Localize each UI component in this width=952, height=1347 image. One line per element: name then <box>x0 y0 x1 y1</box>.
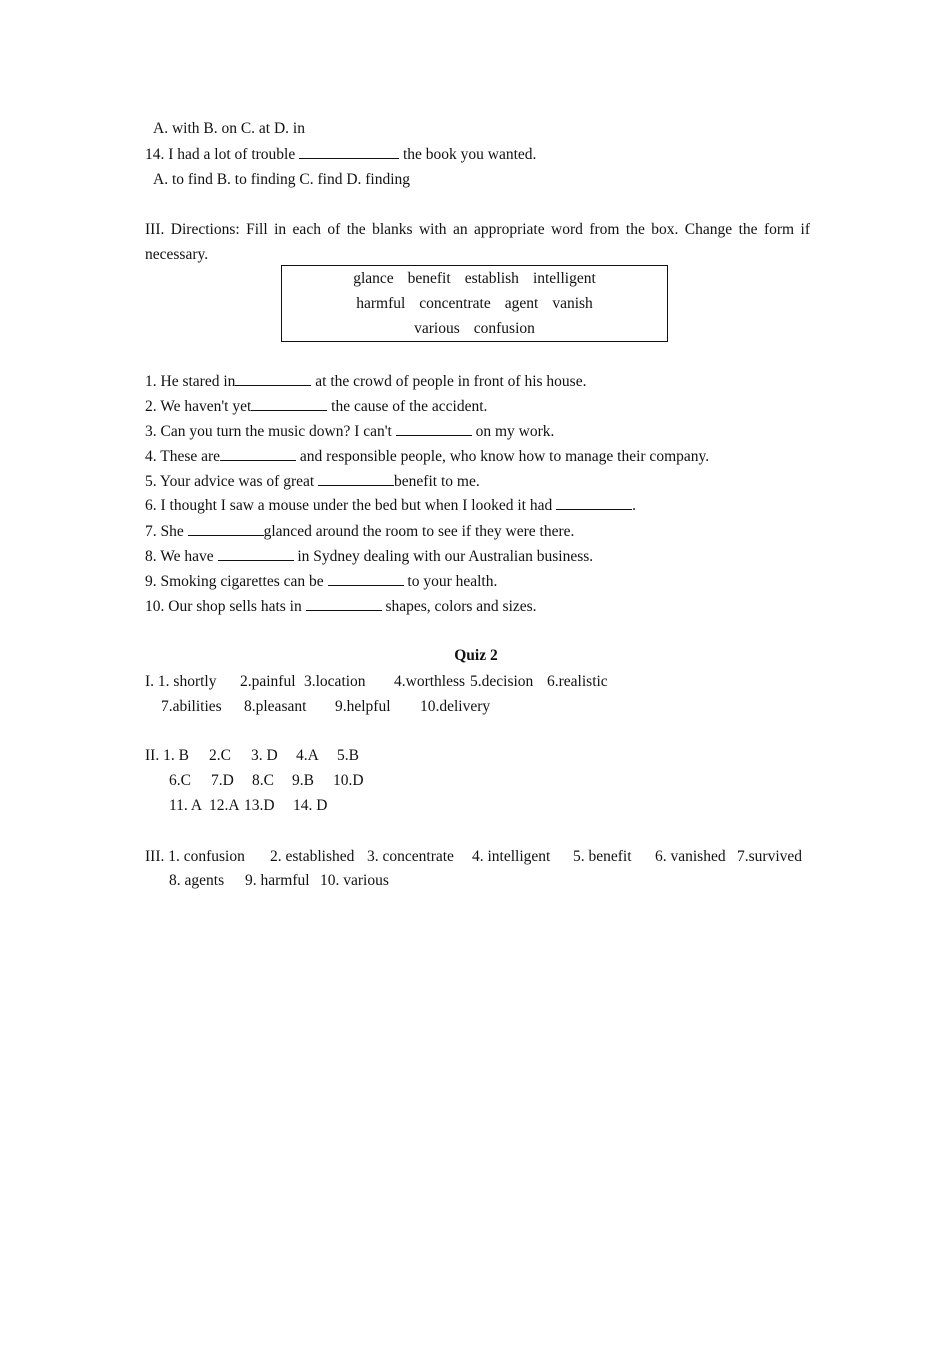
item-blank[interactable] <box>328 570 404 586</box>
word-box-row-2 <box>282 291 667 316</box>
word-box-word: vanish <box>552 295 593 312</box>
item-text-after: on my work. <box>471 423 555 440</box>
answers-part2-line3 <box>169 793 327 818</box>
fill-item-3 <box>145 419 554 444</box>
answer: 8.pleasant <box>244 698 307 715</box>
fill-item-2 <box>145 394 487 419</box>
answer: 12.A <box>209 797 240 814</box>
answer: 10.delivery <box>420 698 491 715</box>
answer: 5.B <box>337 747 359 764</box>
answer: I. 1. shortly <box>145 673 217 690</box>
answer: 2.C <box>209 747 231 764</box>
answer: 8.C <box>252 772 274 789</box>
answer: 10. various <box>320 872 389 889</box>
answer: 3. D <box>251 747 278 764</box>
word-box-word: harmful <box>356 295 406 312</box>
fill-item-1 <box>145 369 586 394</box>
item-blank[interactable] <box>251 395 327 411</box>
word-box-word: establish <box>464 270 519 287</box>
answer: 5.decision <box>470 673 534 690</box>
answers-part2-line1 <box>145 743 359 768</box>
item-text-after: at the crowd of people in front of his house. <box>311 373 587 390</box>
item-text-before: 8. We have <box>145 548 218 565</box>
fill-item-6 <box>145 493 636 518</box>
item-text-before: 7. She <box>145 523 188 540</box>
q14-options: A. to find B. to finding C. find D. finding <box>153 171 411 188</box>
item-blank[interactable] <box>396 420 472 436</box>
fill-item-8 <box>145 544 593 569</box>
item-text-before: 3. Can you turn the music down? I can't <box>145 423 396 440</box>
answer: 4.worthless <box>394 673 466 690</box>
item-text-after: and responsible people, who know how to manage their company. <box>296 448 710 465</box>
word-box-word: concentrate <box>419 295 491 312</box>
answer: 2.painful <box>240 673 296 690</box>
answer: III. 1. confusion <box>145 848 245 865</box>
item-text-after: shapes, colors and sizes. <box>381 598 537 615</box>
answer: 9. harmful <box>245 872 310 889</box>
item-blank[interactable] <box>220 445 296 461</box>
word-box-word: intelligent <box>532 270 596 287</box>
item-text-after: . <box>632 497 636 514</box>
answers-part1-line2 <box>161 694 490 719</box>
answer: 13.D <box>244 797 275 814</box>
answer: 9.B <box>292 772 314 789</box>
answer: 6. vanished <box>655 848 726 865</box>
item-blank[interactable] <box>318 470 394 486</box>
fill-item-9 <box>145 569 497 594</box>
answers-part3-line2 <box>169 868 389 893</box>
answers-part1-line1 <box>145 669 608 694</box>
item-text-before: 1. He stared in <box>145 373 236 390</box>
word-box-word: agent <box>504 295 539 312</box>
answer: 7.abilities <box>161 698 222 715</box>
item-blank[interactable] <box>235 370 311 386</box>
q14-blank[interactable] <box>299 143 399 159</box>
word-box-word: various <box>414 320 460 337</box>
item-blank[interactable] <box>556 494 632 510</box>
answer: 14. D <box>293 797 328 814</box>
fill-item-4 <box>145 444 709 469</box>
fill-item-5 <box>145 469 480 494</box>
answer-key-title: Quiz 2 <box>454 647 498 664</box>
answer: 7.survived <box>737 848 803 865</box>
answer: 8. agents <box>169 872 225 889</box>
word-box-row-1 <box>282 266 667 291</box>
answer: 11. A <box>169 797 203 814</box>
section3-directions: III. Directions: Fill in each of the blanks with an appropriate word from the box. Change the form if necessary. <box>145 221 810 263</box>
item-text-after: glanced around the room to see if they were there. <box>263 523 575 540</box>
answer: 3. concentrate <box>367 848 454 865</box>
q14-text-after: the book you wanted. <box>399 146 537 163</box>
question-14 <box>145 142 536 167</box>
fill-item-7 <box>145 519 574 544</box>
answer: 4. intelligent <box>472 848 551 865</box>
item-text-after: benefit to me. <box>394 473 480 490</box>
answer: 6.C <box>169 772 191 789</box>
item-text-before: 9. Smoking cigarettes can be <box>145 573 328 590</box>
item-text-before: 4. These are <box>145 448 221 465</box>
answer: 3.location <box>304 673 366 690</box>
word-box-row-3 <box>282 316 667 341</box>
word-box-word: benefit <box>407 270 451 287</box>
item-text-before: 6. I thought I saw a mouse under the bed but when I looked it had <box>145 497 557 514</box>
item-text-before: 10. Our shop sells hats in <box>145 598 306 615</box>
answer: II. 1. B <box>145 747 189 764</box>
answer: 4.A <box>296 747 319 764</box>
item-blank[interactable] <box>188 520 264 536</box>
q14-text-before: 14. I had a lot of trouble <box>145 146 300 163</box>
answer: 7.D <box>211 772 234 789</box>
item-text-after: to your health. <box>403 573 498 590</box>
word-box-word: glance <box>353 270 394 287</box>
item-blank[interactable] <box>218 545 294 561</box>
q13-options: A. with B. on C. at D. in <box>153 120 305 137</box>
answer: 9.helpful <box>335 698 391 715</box>
item-text-after: in Sydney dealing with our Australian business. <box>293 548 594 565</box>
answers-part2-line2 <box>169 768 364 793</box>
answer: 5. benefit <box>573 848 632 865</box>
answer: 2. established <box>270 848 355 865</box>
answers-part3-line1 <box>145 844 802 869</box>
fill-item-10 <box>145 594 537 619</box>
item-text-before: 5. Your advice was of great <box>145 473 319 490</box>
item-text-after: the cause of the accident. <box>327 398 488 415</box>
word-box <box>281 265 668 342</box>
word-box-word: confusion <box>473 320 535 337</box>
answer: 6.realistic <box>547 673 608 690</box>
answer: 10.D <box>333 772 364 789</box>
item-text-before: 2. We haven't yet <box>145 398 252 415</box>
item-blank[interactable] <box>306 595 382 611</box>
